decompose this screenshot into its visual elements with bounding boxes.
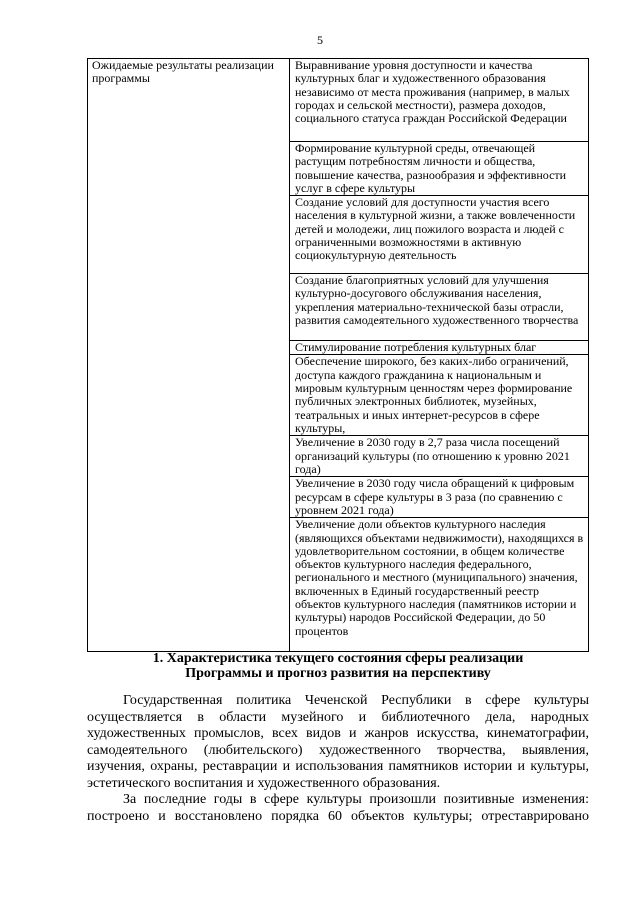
paragraph: Государственная политика Чеченской Республики в сфере культуры осуществляется в области музейного и библиотечного дела, народных художественных промыслов, всех видов и жанров искусства, кинематографии, самодеятельного (любительского) художественного творчества, выявления, изучения, охраны, реставрации и использования памятников истории и культуры, эстетического воспитания и художественного образования. [87,693,589,791]
section-heading-line: Программы и прогноз развития на перспективу [185,666,491,681]
row-label-cell [88,59,290,652]
result-cell: Обеспечение широкого, без каких-либо ограничений, доступа каждого гражданина к национальным и мировым культурным ценностям через формирование публичных электронных библиотек, музейных, театральных и иных интернет-ресурсов в сфере культуры, [290,355,589,436]
result-cell: Выравнивание уровня доступности и качества культурных благ и художественного образования независимо от места проживания (например, в малых городах и сельской местности), размера доходов, социального статуса граждан Российской Федерации [290,59,589,142]
result-cell: Увеличение доли объектов культурного наследия (являющихся объектами недвижимости), находящихся в удовлетворительном состоянии, в общем количестве объектов культурного наследия федерального, регионального и местного (муниципального) значения, включенных в Единый государственный реестр объектов культурного наследия (памятников истории и культуры) народов Российской Федерации, до 50 процентов [290,518,589,652]
result-cell: Создание условий для доступности участия всего населения в культурной жизни, а также вовлеченности детей и молодежи, лиц пожилого возраста и людей с ограниченными возможностями в активную социокультурную деятельность [290,196,589,274]
section-heading-line: 1. Характеристика текущего состояния сферы реализации [152,651,524,666]
row-label: Ожидаемые результаты реализации программы [92,58,274,86]
page-number: 5 [317,33,323,47]
table-row [88,59,589,142]
body-text [87,693,589,825]
paragraph: За последние годы в сфере культуры произошли позитивные изменения: построено и восстановлено порядка 60 объектов культуры; отреставрировано [87,792,589,824]
result-cell: Создание благоприятных условий для улучшения культурно-досугового обслуживания населения, укрепления материально-технической базы отрасли, развития самодеятельного художественного творчества [290,274,589,341]
result-cell: Стимулирование потребления культурных благ [290,341,589,355]
result-cell: Увеличение в 2030 году числа обращений к цифровым ресурсам в сфере культуры в 3 раза (по сравнению с уровнем 2021 года) [290,477,589,518]
result-cell: Формирование культурной среды, отвечающей растущим потребностям личности и общества, повышение качества, разнообразия и эффективности услуг в сфере культуры [290,142,589,196]
result-cell: Увеличение в 2030 году в 2,7 раза числа посещений организаций культуры (по отношению к уровню 2021 года) [290,436,589,477]
expected-results-table [87,58,589,652]
section-heading [87,651,589,681]
